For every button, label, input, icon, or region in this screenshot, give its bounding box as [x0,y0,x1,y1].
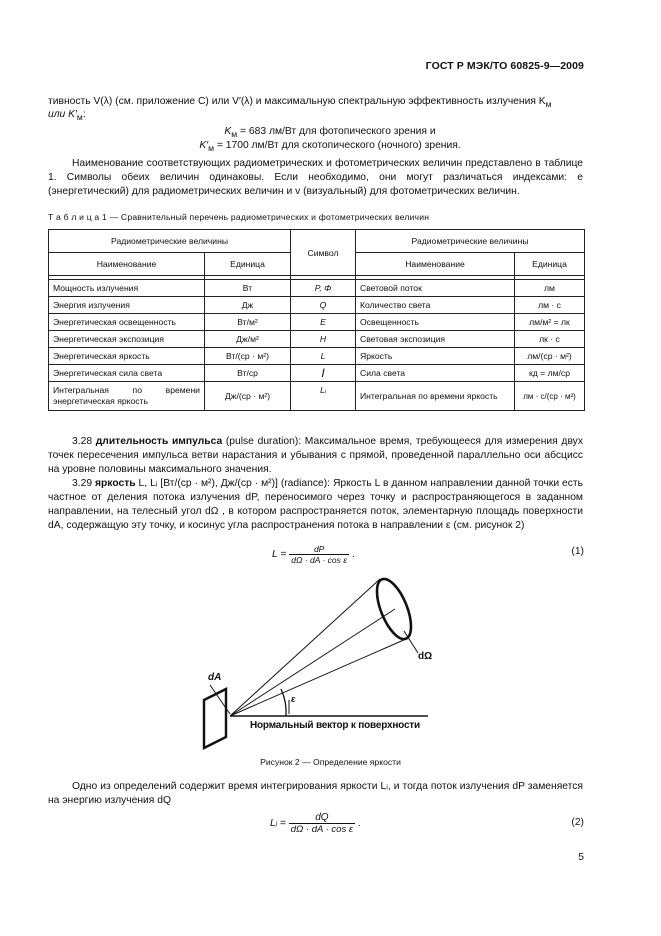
equation-2-fraction [289,812,355,835]
radiometric-unit: Вт/ср [205,365,291,382]
radiometric-name: Мощность излучения [49,280,205,297]
intro-line-2 [48,108,583,124]
photometric-unit: кд = лм/ср [515,365,585,382]
km1-rest: = 683 лм/Вт для фотопического зрения и [237,126,436,137]
photometric-unit: лм/м² = лк [515,314,585,331]
equation-1-tail: . [351,549,355,561]
equation-2-label: (2) [571,817,584,828]
table-row [49,365,585,382]
header-radiometric: Радиометрические величины [49,230,291,253]
paragraph-integrated: Одно из определений содержит время интегрирования яркости Lᵢ, и тогда поток излучения dP заменяется на энергию излучения dQ [48,781,583,806]
km2-sub: м [208,143,215,154]
symbol: E [291,314,356,331]
table-caption: Т а б л и ц а 1 — Сравнительный перечень радиометрических и фотометрических величин [48,212,430,222]
table-row [49,348,585,365]
intro-line-1-sub: м [545,99,552,110]
header-col-unit: Единица [205,253,291,276]
solid-angle-ellipse [370,574,418,643]
photometric-name: Световая экспозиция [356,331,515,348]
photometric-name: Освещенность [356,314,515,331]
equation-1-fraction [289,544,349,565]
symbol: Q [291,297,356,314]
label-d-omega: dΩ [418,651,433,662]
radiometric-name: Интегральная по времени энергетическая яркость [49,382,205,411]
section-3-28-text: (pulse duration): Максимальное время, требующееся для измерения двух точек пересечения импульса ветви нарастания и убывания с прямой, проведенной параллельно оси абсцисс на уровне половины максимального значения. [48,436,583,475]
km-formula-2 [165,139,495,155]
figure-caption: Рисунок 2 — Определение яркости [260,757,401,767]
radiometric-unit: Вт/(ср · м²) [205,348,291,365]
section-3-29-text: L, Lᵢ [Вт/(ср · м²), Дж/(ср · м²)] (radiance): Яркость L в данном направлении данной точки есть частное от деления потока излучения dP, переносимого через точку и распространяющегося в заданном направлении, на телесный угол dΩ , в котором распространяется поток, элементарную площадь поверхности dA, содержащую эту точку, и косинус угла распространения потока в направлении ε (см. рисунок 2) [48,478,583,531]
symbol: H [291,331,356,348]
symbol: P, Φ [291,280,356,297]
equation-2-tail: . [357,818,361,830]
paragraph-names: Наименование соответствующих радиометрических и фотометрических величин представлено в таблице 1. Символы обеих величин одинаковы. Если необходимо, они могут различаться индексами: e (энергетический) для радиометрических величин и v (визуальный) для фотометрических величин. [48,158,583,197]
table-row [49,382,585,411]
table-row [49,280,585,297]
radiometric-unit: Дж/м² [205,331,291,348]
radiometric-unit: Дж/(ср · м²) [205,382,291,411]
radiometric-name: Энергетическая освещенность [49,314,205,331]
table-header-row-1 [49,230,585,253]
radiometric-unit: Вт [205,280,291,297]
photometric-unit: лм/(ср · м²) [515,348,585,365]
photometric-name: Интегральная по времени яркость [356,382,515,411]
km2-rest: = 1700 лм/Вт для скотопического (ночного) зрения. [214,140,461,151]
equation-1 [272,544,355,565]
photometric-name: Световой поток [356,280,515,297]
symbol: L [291,348,356,365]
symbol: Lᵢ [291,382,356,411]
header-col-name: Наименование [49,253,205,276]
radiometric-name: Энергия излучения [49,297,205,314]
photometric-name: Яркость [356,348,515,365]
table-row [49,314,585,331]
header-symbol: Символ [291,230,356,276]
table-row [49,331,585,348]
radiometric-name: Энергетическая сила света [49,365,205,382]
equation-2-numerator: dQ [289,812,355,824]
label-dA: dA [208,672,222,683]
photometric-name: Сила света [356,365,515,382]
table-row [49,297,585,314]
label-epsilon: ε [291,694,296,704]
photometric-name: Количество света [356,297,515,314]
photometric-unit: лм · с [515,297,585,314]
label-normal-vector: Нормальный вектор к поверхности [250,720,420,731]
header-col-name-2: Наименование [356,253,515,276]
intro-line-1-text: тивность V(λ) (см. приложение С) или V′(λ) и максимальную спектральную эффективность излучения K [48,96,546,107]
section-3-29 [48,477,583,533]
direction-line [230,609,395,716]
radiometric-unit: Дж [205,297,291,314]
photometric-unit: лк · с [515,331,585,348]
equation-1-denominator: dΩ · dA · cos ε [291,555,348,565]
document-header: ГОСТ Р МЭК/ТО 60825-9—2009 [425,60,584,72]
equation-1-label: (1) [571,546,584,557]
photometric-unit: лм · с/(ср · м²) [515,382,585,411]
cone-upper-edge [230,579,380,716]
photometric-unit: лм [515,280,585,297]
km2-symbol: K′ [199,140,209,151]
intro-line-2-end: : [82,109,86,120]
intro-line-2-sub: м [76,112,83,123]
section-3-29-number: 3.29 [72,478,93,489]
section-3-29-term: яркость [95,478,136,489]
comparison-table [48,229,585,411]
equation-1-numerator: dP [289,544,349,555]
equation-2 [270,812,361,835]
equation-2-lhs: Lᵢ = [270,818,286,830]
radiometric-unit: Вт/м² [205,314,291,331]
equation-2-denominator: dΩ · dA · cos ε [290,824,354,835]
equation-1-lhs: L = [272,549,287,561]
surface-element [204,689,226,748]
km1-sub: м [231,129,238,140]
header-col-unit-2: Единица [515,253,585,276]
section-3-28-number: 3.28 [72,436,93,447]
radiometric-name: Энергетическая экспозиция [49,331,205,348]
symbol: I [291,365,356,382]
cone-lower-edge [230,639,406,716]
radiometric-name: Энергетическая яркость [49,348,205,365]
km1-symbol: K [224,126,232,137]
intro-line-2-text: или K′ [48,109,77,120]
section-3-28-term: длительность импульса [95,436,223,447]
section-3-28 [48,435,583,477]
header-photometric: Радиометрические величины [356,230,585,253]
page-number: 5 [578,852,584,863]
